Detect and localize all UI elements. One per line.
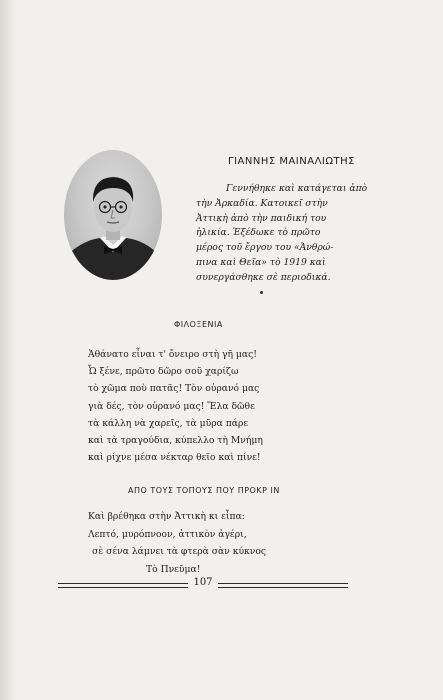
poem-line: τὰ κάλλη νὰ χαρεῖς, τὰ μῦρα πάρε <box>88 417 249 429</box>
bio-line: τὴν Ἀρκαδία. Κατοικεῖ στὴν <box>196 197 328 209</box>
bio-line: Ἀττικὴ ἀπὸ τὴν παιδική του <box>196 212 327 224</box>
poem-line: Τὸ Πνεῦμα! <box>146 563 201 575</box>
page-number: 107 <box>193 577 213 588</box>
poem-line: Καὶ βρέθηκα στὴν Ἀττικὴ κι εἶπα: <box>88 511 245 522</box>
poem-line: Ἀθάνατο εἶναι τ' ὄνειρο στὴ γῆ μας! <box>88 349 257 360</box>
bio-line: πινα καὶ Θεῖα» τὸ 1919 καὶ <box>196 256 326 268</box>
poem-filoxenia <box>88 346 394 466</box>
poem-line: Λεπτό, μυρόπνοον, ἀττικὸν ἀγέρι, <box>88 528 247 540</box>
footer-rule-right <box>218 583 348 588</box>
bio-line: Γεννήθηκε καὶ κατάγεται ἀπὸ <box>226 183 368 194</box>
ornament-dot <box>260 291 263 294</box>
author-name: ΓΙΑΝΝΗΣ ΜΑΙΝΑΛΙΩΤΗΣ <box>228 156 355 167</box>
poem-line: καὶ τὰ τραγούδια, κύπελλο τὴ Μνήμη <box>88 435 263 447</box>
poem-line: τὸ χῶμα ποὺ πατᾶς! Τὸν οὐρανό μας <box>88 383 260 395</box>
author-bio <box>196 182 428 286</box>
author-portrait <box>64 150 162 280</box>
bio-line: συνεργάσθηκε σὲ περιοδικά. <box>196 271 331 283</box>
page-gutter-shadow <box>0 0 16 700</box>
bio-line: ἡλικία. Ἐξέδωκε τὸ πρῶτο <box>196 227 321 239</box>
poem-apo-tous-topous <box>88 508 428 578</box>
poem-line: Ὦ ξένε, πρῶτο δῶρο σοῦ χαρίζω <box>88 366 239 378</box>
poem-line: σὲ σένα λάμνει τὰ φτερὰ σὰν κύκνος <box>92 546 267 558</box>
poem-line: γιὰ δές, τὸν οὐρανό μας! Ἔλα δῶθε <box>88 400 255 412</box>
poem-line: καὶ ρίχνε μέσα νέκταρ θεῖο καὶ πίνε! <box>88 452 261 464</box>
poem-title-filoxenia: ΦΙΛΟΞΕΝΙΑ <box>174 320 223 329</box>
footer-rule-left <box>58 583 188 588</box>
bio-line: μέρος τοῦ ἔργου του «Ἀνθρώ- <box>196 242 334 254</box>
poem-title-apo-tous-topous: ΑΠΟ ΤΟΥΣ ΤΟΠΟΥΣ ΠΟΥ ΠΡΟΚΡ ΙΝ <box>128 486 280 495</box>
